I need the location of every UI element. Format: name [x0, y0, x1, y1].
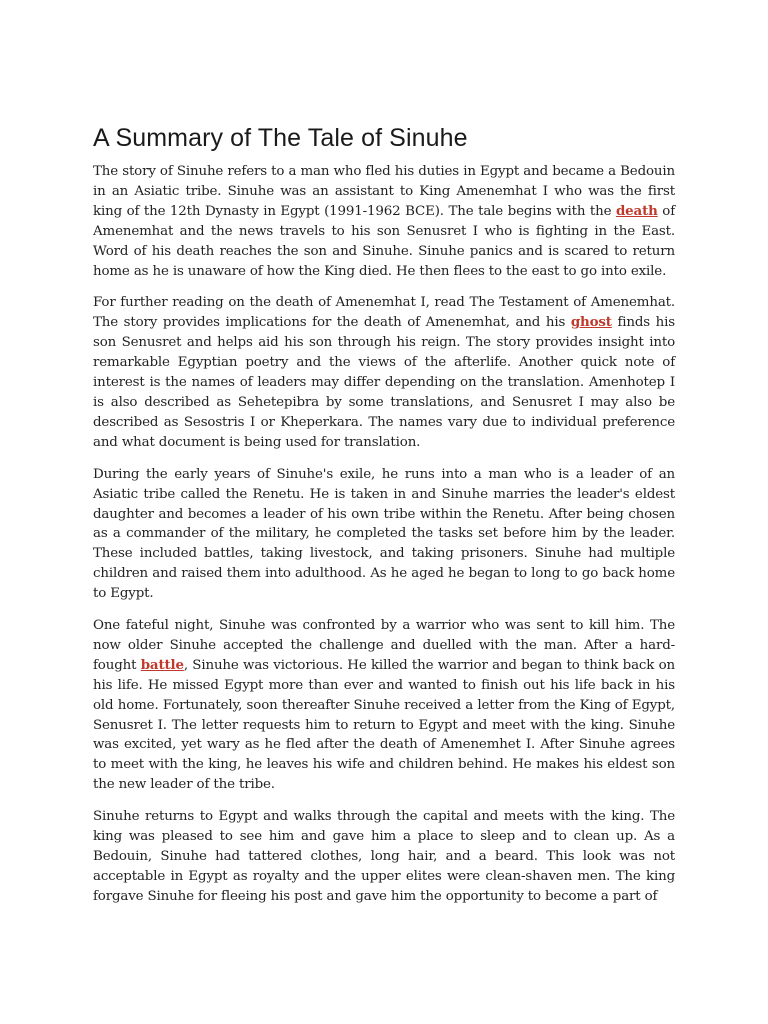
paragraph-text: of Amenemhat and the news travels to his son Senusret I who is fighting in the East. Word of his death reaches the son and Sinuhe. Sinuhe panics and is scared to return home as he is unaware of how the King died. He then flees to the east to go into exile. — [93, 203, 675, 279]
paragraph-text: Sinuhe returns to Egypt and walks through the capital and meets with the king. The king was pleased to see him and gave him a place to sleep and to clean up. As a Bedouin, Sinuhe had tattered clothes, long hair, and a beard. This look was not acceptable in Egypt as royalty and the upper elites were clean-shaven men. The king forgave Sinuhe for fleeing his post and gave him the opportunity to become a part of — [93, 809, 675, 904]
paragraph-text: For further reading on the death of Amenemhat I, read The Testament of Amenemhat. The story provides implications for the death of Amenemhat, and his — [93, 295, 675, 331]
paragraph-1 — [93, 162, 675, 281]
link-ghost[interactable]: ghost — [570, 314, 612, 331]
paragraph-text: finds his son Senusret and helps aid his son through his reign. The story provides insight into remarkable Egyptian poetry and the views of the afterlife. Another quick note of interest is the names of leaders may differ depending on the translation. Amenhotep I is also described as Sehetepibra by some translations, and Senusret I may also be described as Sesostris I or Kheperkara. The names vary due to individual preference and what document is being used for translation. — [93, 315, 675, 450]
paragraph-4 — [93, 616, 675, 795]
link-battle[interactable]: battle — [140, 656, 184, 673]
paragraph-5 — [93, 807, 675, 907]
paragraph-text: The story of Sinuhe refers to a man who fled his duties in Egypt and became a Bedouin in an Asiatic tribe. Sinuhe was an assistant to King Amenemhat I who was the first king of the 12th Dynasty in Egypt (1991-1962 BCE). The tale begins with the — [93, 164, 675, 219]
paragraph-text: During the early years of Sinuhe's exile, he runs into a man who is a leader of an Asiatic tribe called the Renetu. He is taken in and Sinuhe marries the leader's eldest daughter and becomes a leader of his own tribe within the Renetu. After being chosen as a commander of the military, he completed the tasks set before him by the leader. These included battles, taking livestock, and taking prisoners. Sinuhe had multiple children and raised them into adulthood. As he aged he began to long to go back home to Egypt. — [93, 466, 675, 602]
page-title: A Summary of The Tale of Sinuhe — [93, 124, 468, 152]
document-page — [93, 120, 675, 919]
paragraph-text: , Sinuhe was victorious. He killed the warrior and began to think back on his life. He missed Egypt more than ever and wanted to finish out his life back in his old home. Fortunately, soon thereafter Sinuhe received a letter from the King of Egypt, Senusret I. The letter requests him to return to Egypt and meet with the king. Sinuhe was excited, yet wary as he fled after the death of Amenemhet I. After Sinuhe agrees to meet with the king, he leaves his wife and children behind. He makes his eldest son the new leader of the tribe. — [93, 657, 675, 793]
paragraph-2 — [93, 293, 675, 452]
paragraph-3 — [93, 465, 675, 604]
link-death[interactable]: death — [615, 202, 658, 219]
paragraph-text: One fateful night, Sinuhe was confronted by a warrior who was sent to kill him. The now older Sinuhe accepted the challenge and duelled with the man. After a hard-fought — [93, 618, 675, 673]
